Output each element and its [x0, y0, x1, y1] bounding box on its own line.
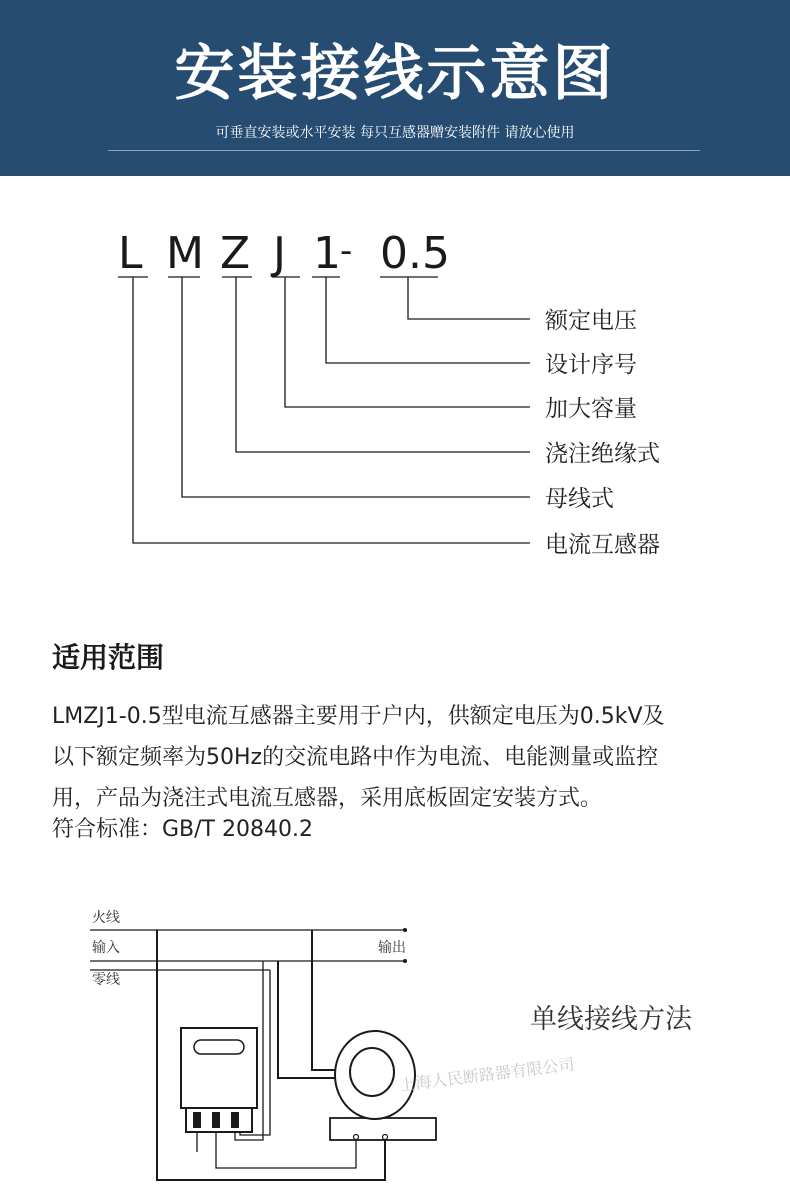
label-live-wire: 火线	[92, 910, 120, 926]
scope-line: 用，产品为浇注式电流互感器，采用底板固定安装方式。	[52, 786, 603, 811]
header-subtitle: 可垂直安装或水平安装 每只互感器赠安装附件 请放心使用	[215, 125, 575, 141]
scope-paragraph	[52, 696, 752, 819]
leader-cast-insulation	[236, 277, 530, 452]
model-letter-j: J	[273, 228, 286, 279]
leader-lines	[133, 277, 530, 543]
leader-busbar-type	[182, 277, 530, 497]
model-letter-l: L	[118, 228, 143, 279]
model-letter-z: Z	[220, 228, 251, 279]
model-letter-m: M	[166, 228, 204, 279]
model-letter-dash: -	[340, 231, 353, 271]
company-watermark: 上海人民断路器有限公司	[398, 1054, 576, 1095]
leader-rated-voltage	[408, 277, 530, 319]
meter-display	[194, 1040, 244, 1054]
legend-busbar-type: 母线式	[545, 486, 614, 512]
legend-design-number: 设计序号	[545, 352, 637, 378]
page-title: 安装接线示意图	[174, 39, 616, 109]
model-letter-1: 1	[313, 228, 341, 279]
label-input: 输入	[92, 940, 120, 956]
label-neutral-wire: 零线	[92, 972, 120, 988]
leader-design-number	[326, 277, 530, 363]
wiring-method-title: 单线接线方法	[530, 1004, 692, 1035]
legend-increased-capacity: 加大容量	[545, 396, 637, 422]
scope-line: LMZJ1-0.5型电流互感器主要用于户内，供额定电压为0.5kV及	[52, 704, 665, 729]
model-letter-voltage: 0.5	[380, 228, 450, 279]
legend-cast-insulation: 浇注绝缘式	[545, 441, 660, 467]
scope-title: 适用范围	[52, 641, 165, 674]
leader-current-transformer	[133, 277, 530, 543]
label-output: 输出	[378, 940, 406, 956]
scope-line: 以下额定频率为50Hz的交流电路中作为电流、电能测量或监控	[52, 745, 659, 770]
legend-current-transformer: 电流互感器	[545, 532, 660, 558]
standard-text: 符合标准：GB/T 20840.2	[52, 817, 313, 842]
wiring-diagram	[0, 890, 790, 1190]
legend-rated-voltage: 额定电压	[545, 308, 637, 334]
